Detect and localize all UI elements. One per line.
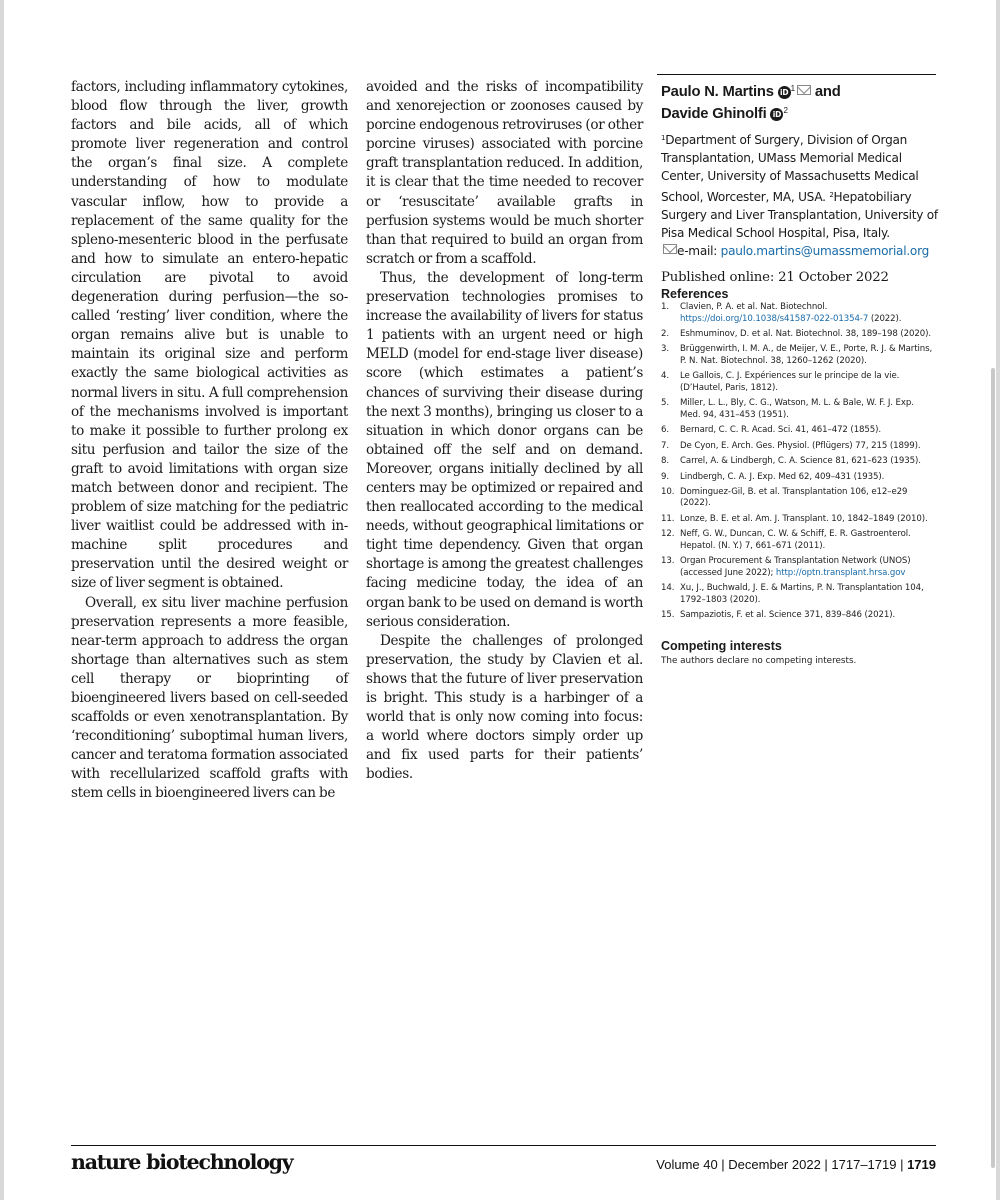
reference-text [680,583,936,606]
reference-item [661,371,936,394]
reference-item [661,425,936,437]
reference-number: 14. [661,583,675,594]
reference-text [680,529,936,552]
reference-citation: Dominguez-Gil, B. et al. Transplantation 106, e12–e29 (2022). [680,486,908,509]
reference-citation: Organ Procurement & Transplantation Network (UNOS) (accessed June 2022); [680,556,911,578]
competing-interests-heading: Competing interests [661,639,782,653]
affiliation-marker: 2 [829,190,834,199]
author-name: Davide Ghinolfi [661,105,767,122]
author-block [661,80,946,285]
body-column-1 [71,78,348,804]
reference-citation: Clavien, P. A. et al. Nat. Biotechnol. [680,302,828,312]
page-info [656,1157,936,1172]
reference-link[interactable]: http://optn.transplant.hrsa.gov [775,567,906,578]
author-name: Paulo N. Martins [661,84,774,100]
published-date: Published online: 21 October 2022 [661,270,889,286]
reference-citation: Bernard, C. C. R. Acad. Sci. 41, 461–472 (1855). [680,425,882,436]
page-number: 1719 [907,1157,936,1172]
references-list [661,302,936,626]
journal-logo: nature biotechnology [71,1150,293,1174]
references-heading: References [661,287,729,301]
email-line [661,242,946,260]
reference-number: 12. [661,529,675,540]
paragraph: avoided and the risks of incompatibility and xenorejection or zoonoses caused by porcine endogenous retroviruses (or other porcine viruses) associated with porcine graft transplantation reduced. In addition, it is clear that the time needed to recover or ‘resuscitate’ available grafts in perfusion systems would be much shorter than that required to build an organ from scratch or from a scaffold. [366,79,643,267]
reference-citation: Sampaziotis, F. et al. Science 371, 839–846 (2021). [680,610,896,621]
reference-citation: Carrel, A. & Lindbergh, C. A. Science 81, 621–623 (1935). [680,456,921,467]
reference-item [661,302,936,325]
reference-number: 15. [661,610,675,621]
reference-text [680,514,936,526]
author-names [661,80,946,123]
reference-number: 3. [661,344,669,355]
reference-item [661,514,936,526]
reference-number: 4. [661,371,669,382]
reference-text [680,556,936,579]
reference-text [680,456,936,468]
footer-rule [71,1145,936,1146]
conjunction: and [814,84,841,100]
orcid-icon[interactable]: iD [770,108,783,121]
paragraph: Thus, the development of long-term preservation technologies promises to increase the availability of livers for status 1 patients with an urgent need or high MELD (model for end-stage liver disease) score (which estimates a patient’s chances of surviving their disease during the next 3 months), bringing us closer to a situation in which donor organs can be obtained off the self and on demand. Moreover, organs initially declined by all centers may be optimized or repaired and then reallocated according to the medical needs, without geographical limitations or tight time dependency. Given that organ shortage is among the greatest challenges facing medicine today, the idea of an organ bank to be used on demand is worth serious consideration. [366,269,643,630]
reference-citation: Brüggenwirth, I. M. A., de Meijer, V. E., Porte, R. J. & Martins, P. N. Nat. Biotechnol. 38, 1260–1262 (2020). [680,344,933,366]
paragraph: Despite the challenges of prolonged preservation, the study by Clavien et al. shows that the future of liver preservation is bright. This study is a harbinger of a world that is only now coming into focus: a world where doctors simply order up and fix used parts for their patients’ bodies. [366,632,643,783]
reference-item [661,487,936,510]
reference-tail: (2022). [868,313,902,324]
reference-citation: Lonze, B. E. et al. Am. J. Transplant. 10, 1842–1849 (2010). [680,513,928,524]
reference-item [661,610,936,622]
reference-citation: Eshmuminov, D. et al. Nat. Biotechnol. 38, 189–198 (2020). [680,328,931,339]
reference-number: 2. [661,328,669,339]
affiliations [661,129,946,242]
orcid-icon[interactable]: iD [778,86,791,99]
scrollbar[interactable] [991,368,995,1168]
reference-item [661,456,936,468]
reference-number: 11. [661,513,675,524]
reference-text [680,344,936,367]
reference-text [680,441,936,453]
affiliation-marker: 1 [790,84,795,93]
email-label: e-mail: [677,244,721,259]
reference-number: 7. [661,440,669,451]
email-icon [663,244,677,254]
reference-item [661,329,936,341]
body-column-2 [366,78,643,784]
affiliation-1: Department of Surgery, Division of Organ Transplantation, UMass Memorial Medical Center, University of Massachusetts Medical School, Worcester, MA, USA. [661,133,919,204]
reference-text [680,302,936,325]
reference-text [680,487,936,510]
reference-number: 9. [661,471,669,482]
reference-text [680,398,936,421]
affiliation-marker: 2 [783,105,788,115]
reference-number: 5. [661,398,669,409]
reference-item [661,398,936,421]
reference-item [661,556,936,579]
reference-item [661,472,936,484]
reference-item [661,344,936,367]
email-icon[interactable] [797,85,811,95]
reference-number: 1. [661,302,669,312]
reference-number: 8. [661,456,669,467]
affiliation-2: Hepatobiliary Surgery and Liver Transplantation, University of Pisa Medical School Hospital, Pisa, Italy. [661,189,938,241]
reference-citation: Neff, G. W., Duncan, C. W. & Schiff, E. R. Gastroenterol. Hepatol. (N. Y.) 7, 661–671 (2011). [680,529,911,551]
reference-citation: De Cyon, E. Arch. Ges. Physiol. (Pflügers) 77, 215 (1899). [680,440,921,451]
reference-text [680,329,936,341]
paragraph: Overall, ex situ liver machine perfusion preservation represents a more feasible, near-term approach to address the organ shortage than alternatives such as stem cell therapy or bioprinting of bioengineered livers based on cell-seeded scaffolds or even xenotransplantation. By ‘reconditioning’ suboptimal human livers, cancer and teratoma formation associated with recellularized scaffold grafts with stem cells in bioengineered livers can be [71,594,348,802]
reference-citation: Miller, L. L., Bly, C. G., Watson, M. L. & Bale, W. F. J. Exp. Med. 94, 431–453 (1951). [680,398,914,420]
reference-citation: Le Gallois, C. J. Expériences sur le principe de la vie. (D’Hautel, Paris, 1812). [680,371,900,393]
reference-text [680,371,936,394]
reference-citation: Xu, J., Buchwald, J. E. & Martins, P. N. Transplantation 104, 1792–1803 (2020). [680,583,924,605]
reference-link[interactable]: https://doi.org/10.1038/s41587-022-01354-7 [680,313,869,324]
reference-text [680,425,936,437]
volume-info: Volume 40 | December 2022 | 1717–1719 | [656,1157,908,1172]
reference-citation: Lindbergh, C. A. J. Exp. Med 62, 409–431 (1935). [680,471,885,482]
paragraph: factors, including inflammatory cytokines, blood flow through the liver, growth factors and bile acids, all of which promote liver regeneration and control the organ’s final size. A complete understanding of how to modulate vascular inflow, how to provide a replacement of the same quality for the spleno-mesenteric blood in the perfusate and how to simulate an entero-hepatic circulation are pivotal to avoid degeneration during perfusion—the so-called ‘resting’ liver condition, where the organ remains alive but is unable to maintain its original size and perform exactly the same biological activities as normal livers in situ. A full comprehension of the mechanisms involved is important to make it possible to further prolong ex situ perfusion and tailor the size of the graft to avoid limitations with organ size match between donor and recipient. The problem of size matching for the pediatric liver waitlist could be addressed with in-machine split procedures and preservation until the desired weight or size of liver segment is obtained. [71,79,348,592]
reference-number: 6. [661,425,669,436]
reference-text [680,610,936,622]
competing-interests-text: The authors declare no competing interests. [661,656,857,666]
reference-item [661,583,936,606]
email-link[interactable]: paulo.martins@umassmemorial.org [720,244,930,259]
reference-text [680,472,936,484]
reference-item [661,529,936,552]
reference-number: 13. [661,556,675,567]
top-rule [657,74,936,75]
reference-item [661,441,936,453]
page-edge-right [996,0,1000,1200]
reference-number: 10. [661,486,675,497]
page-edge-left [0,0,4,1200]
affiliation-marker: 1 [661,134,666,142]
